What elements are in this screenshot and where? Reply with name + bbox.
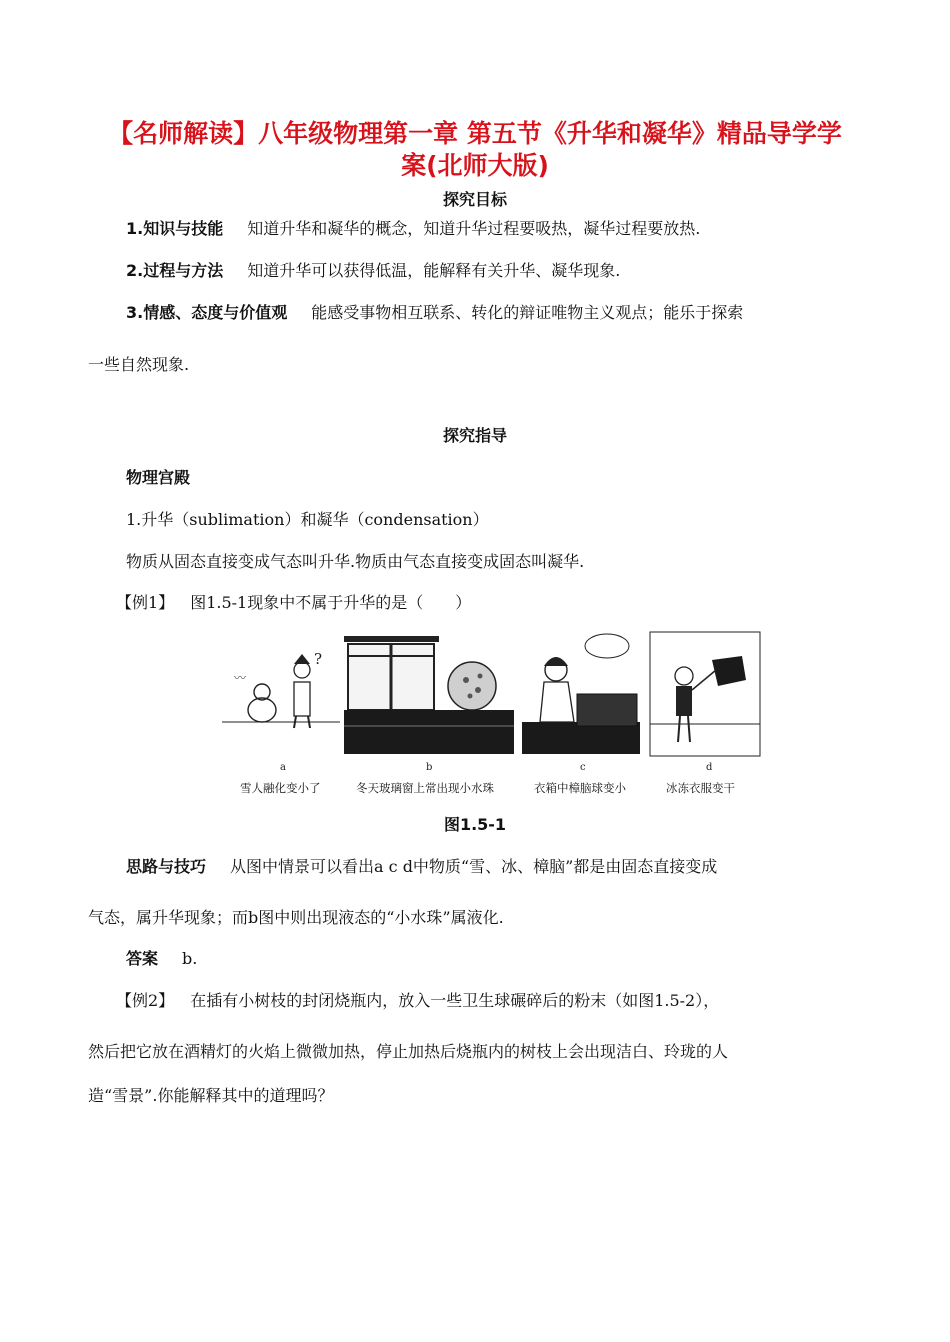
goal-label: 1.知识与技能 xyxy=(126,219,224,238)
svg-text:?: ? xyxy=(314,650,323,668)
analysis-text: 从图中情景可以看出a c d中物质“雪、冰、樟脑”都是由固态直接变成 xyxy=(230,857,718,876)
figure-letter-a: a xyxy=(280,762,286,773)
goal-item-1 xyxy=(126,216,700,239)
goal-text: 知道升华和凝华的概念，知道升华过程要吸热，凝华过程要放热. xyxy=(247,219,701,238)
goal-item-3 xyxy=(126,300,743,323)
analysis-label: 思路与技巧 xyxy=(126,857,207,876)
answer xyxy=(126,946,197,969)
analysis-line-2: 气态，属升华现象；而b图中则出现液态的“小水珠”属液化. xyxy=(88,908,504,927)
figure-caption-d: 冰冻衣服变干 xyxy=(666,781,735,795)
goal-item-2 xyxy=(126,258,620,281)
point-1: 1.升华（sublimation）和凝华（condensation） xyxy=(126,510,489,529)
figure-illustration xyxy=(222,630,762,800)
goal-text: 能感受事物相互联系、转化的辩证唯物主义观点；能乐于探索 xyxy=(311,303,744,322)
goals-heading: 探究目标 xyxy=(442,190,507,209)
example-tag: 【例2】 xyxy=(116,991,175,1010)
section-title: 物理宫殿 xyxy=(126,468,191,487)
goal-item-3-continuation: 一些自然现象. xyxy=(88,355,190,374)
panel-c-trunk xyxy=(522,634,640,754)
answer-label: 答案 xyxy=(126,949,159,968)
goal-text: 知道升华可以获得低温，能解释有关升华、凝华现象. xyxy=(247,261,621,280)
svg-text:〰: 〰 xyxy=(234,671,247,685)
definition-text: 物质从固态直接变成气态叫升华.物质由气态直接变成固态叫凝华. xyxy=(126,552,585,571)
example-text: 图1.5-1现象中不属于升华的是（ ） xyxy=(190,593,472,612)
figure-letter-d: d xyxy=(706,762,713,773)
figure-caption-b: 冬天玻璃窗上常出现小水珠 xyxy=(356,781,494,795)
guide-heading: 探究指导 xyxy=(442,426,507,445)
figure-letter-c: c xyxy=(580,762,586,773)
answer-text: b. xyxy=(182,949,198,968)
panel-d-clothes xyxy=(650,632,760,756)
figure-letter-b: b xyxy=(426,762,433,773)
panel-b-window xyxy=(344,636,514,754)
example-tag: 【例1】 xyxy=(116,593,175,612)
example-2-line-1 xyxy=(116,988,719,1011)
title-line-1: 【名师解读】八年级物理第一章 第五节《升华和凝华》精品导学学 xyxy=(108,119,842,148)
title-line-2: 案(北师大版) xyxy=(401,151,549,180)
analysis-line-1 xyxy=(126,854,717,877)
goal-label: 2.过程与方法 xyxy=(126,261,224,280)
figure-caption-a: 雪人融化变小了 xyxy=(240,781,321,795)
example-2-line-3: 造“雪景”.你能解释其中的道理吗？ xyxy=(88,1086,334,1105)
goal-label: 3.情感、态度与价值观 xyxy=(126,303,288,322)
example-1 xyxy=(116,590,471,613)
figure-caption-c: 衣箱中樟脑球变小 xyxy=(534,781,626,795)
figure-label: 图1.5-1 xyxy=(443,815,507,834)
example-2-line-2: 然后把它放在酒精灯的火焰上微微加热，停止加热后烧瓶内的树枝上会出现洁白、玲珑的人 xyxy=(88,1042,729,1061)
panel-a-snowman xyxy=(222,650,340,728)
document-title xyxy=(60,118,890,182)
example-text: 在插有小树枝的封闭烧瓶内，放入一些卫生球碾碎后的粉末（如图1.5-2）， xyxy=(190,991,720,1010)
